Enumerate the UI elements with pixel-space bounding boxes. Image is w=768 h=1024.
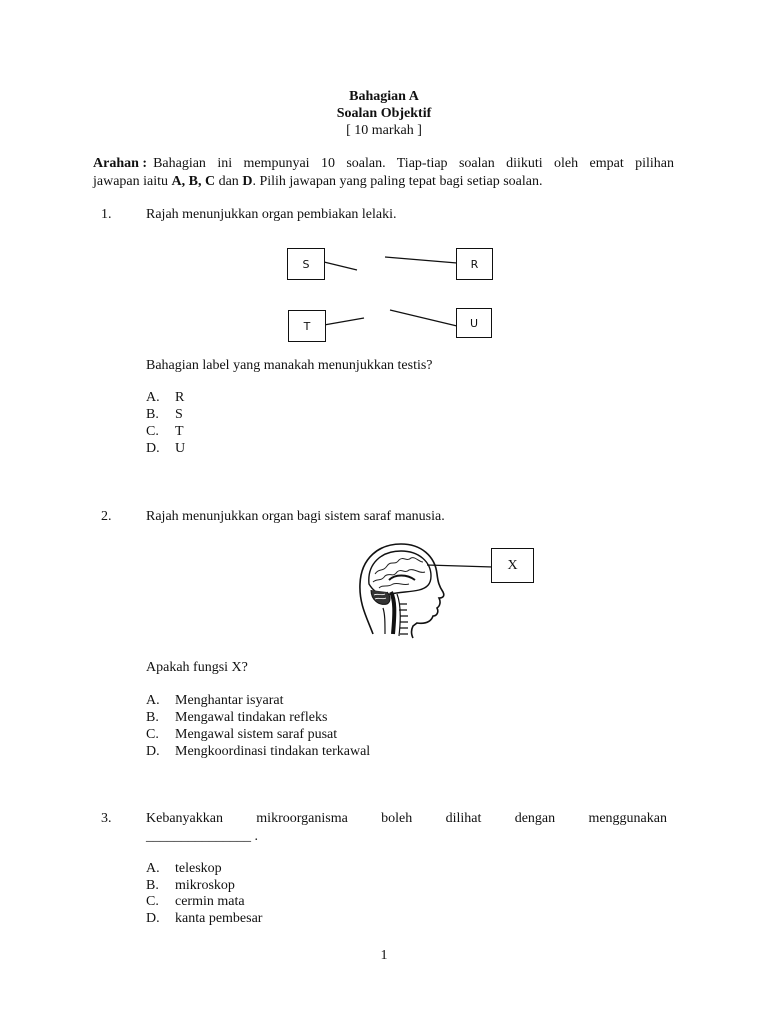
q1-label-t: T [288,310,326,342]
option-text: teleskop [175,861,222,876]
q3-blank: _______________ . [146,829,258,844]
option-letter: D. [146,441,160,456]
instructions-line-2 [93,173,674,191]
instructions-line-1 [93,155,674,173]
q1-option-b[interactable] [146,406,183,423]
q3-option-a[interactable] [146,860,222,877]
option-letter: B. [146,710,159,725]
q3-word: menggunakan [588,811,667,826]
q1-number: 1. [101,207,112,222]
option-text: kanta pembesar [175,911,263,926]
option-letter: A. [146,693,160,708]
q1-label-u: U [456,308,492,338]
q1-question: Bahagian label yang manakah menunjukkan testis? [146,358,433,373]
instructions-text-2a: jawapan iaitu [93,174,172,189]
section-title: Bahagian A [349,89,419,104]
instructions-bold-1: A, B, C [171,174,216,189]
q2-option-c[interactable] [146,726,337,743]
option-letter: C. [146,894,159,909]
q3-word: dengan [514,811,556,826]
q2-question: Apakah fungsi X? [146,660,248,675]
option-letter: D. [146,911,160,926]
option-text: mikroskop [175,878,235,893]
q1-option-a[interactable] [146,389,184,406]
q3-option-c[interactable] [146,893,245,910]
option-letter: D. [146,744,160,759]
q3-word: mikroorganisma [256,811,348,826]
option-letter: B. [146,878,159,893]
head-brain-illustration [355,538,455,640]
option-text: U [175,441,186,456]
option-text: Menghantar isyarat [175,693,284,708]
section-subtitle: Soalan Objektif [336,106,432,121]
option-text: T [175,424,184,439]
q3-option-d[interactable] [146,910,262,927]
instructions-bold-2: D [242,174,253,189]
option-letter: A. [146,390,160,405]
option-letter: B. [146,407,159,422]
q2-pointer-line [425,555,495,575]
option-text: cermin mata [175,894,245,909]
option-letter: C. [146,727,159,742]
q1-option-d[interactable] [146,440,185,457]
q2-option-d[interactable] [146,743,370,760]
instructions-text-2c: . Pilih jawapan yang paling tepat bagi setiap soalan. [252,174,543,189]
option-text: Mengawal tindakan refleks [175,710,328,725]
option-letter: C. [146,424,159,439]
instructions-text-2b: dan [215,174,243,189]
option-text: Mengkoordinasi tindakan terkawal [175,744,371,759]
option-text: Mengawal sistem saraf pusat [175,727,338,742]
q3-word: Kebanyakkan [146,811,223,826]
option-text: R [175,390,185,405]
q1-option-c[interactable] [146,423,184,440]
instructions-label: Arahan : [93,156,148,171]
q2-label-x: X [491,548,534,583]
section-marks: [ 10 markah ] [346,123,422,138]
q3-word: boleh [381,811,413,826]
q2-option-b[interactable] [146,709,327,726]
q1-label-r: R [456,248,493,280]
page-number: 1 [380,948,388,963]
instructions-text-1: Bahagian ini mempunyai 10 soalan. Tiap-tiap soalan diikuti oleh empat pilihan [153,156,674,171]
q3-option-b[interactable] [146,877,235,894]
q1-text: Rajah menunjukkan organ pembiakan lelaki. [146,207,397,222]
q2-text: Rajah menunjukkan organ bagi sistem saraf manusia. [146,509,445,524]
q3-number: 3. [101,811,112,826]
option-text: S [175,407,183,422]
q2-option-a[interactable] [146,692,283,709]
q1-label-s: S [287,248,325,280]
q3-word: dilihat [445,811,482,826]
option-letter: A. [146,861,160,876]
q2-number: 2. [101,509,112,524]
q3-text [146,810,667,828]
